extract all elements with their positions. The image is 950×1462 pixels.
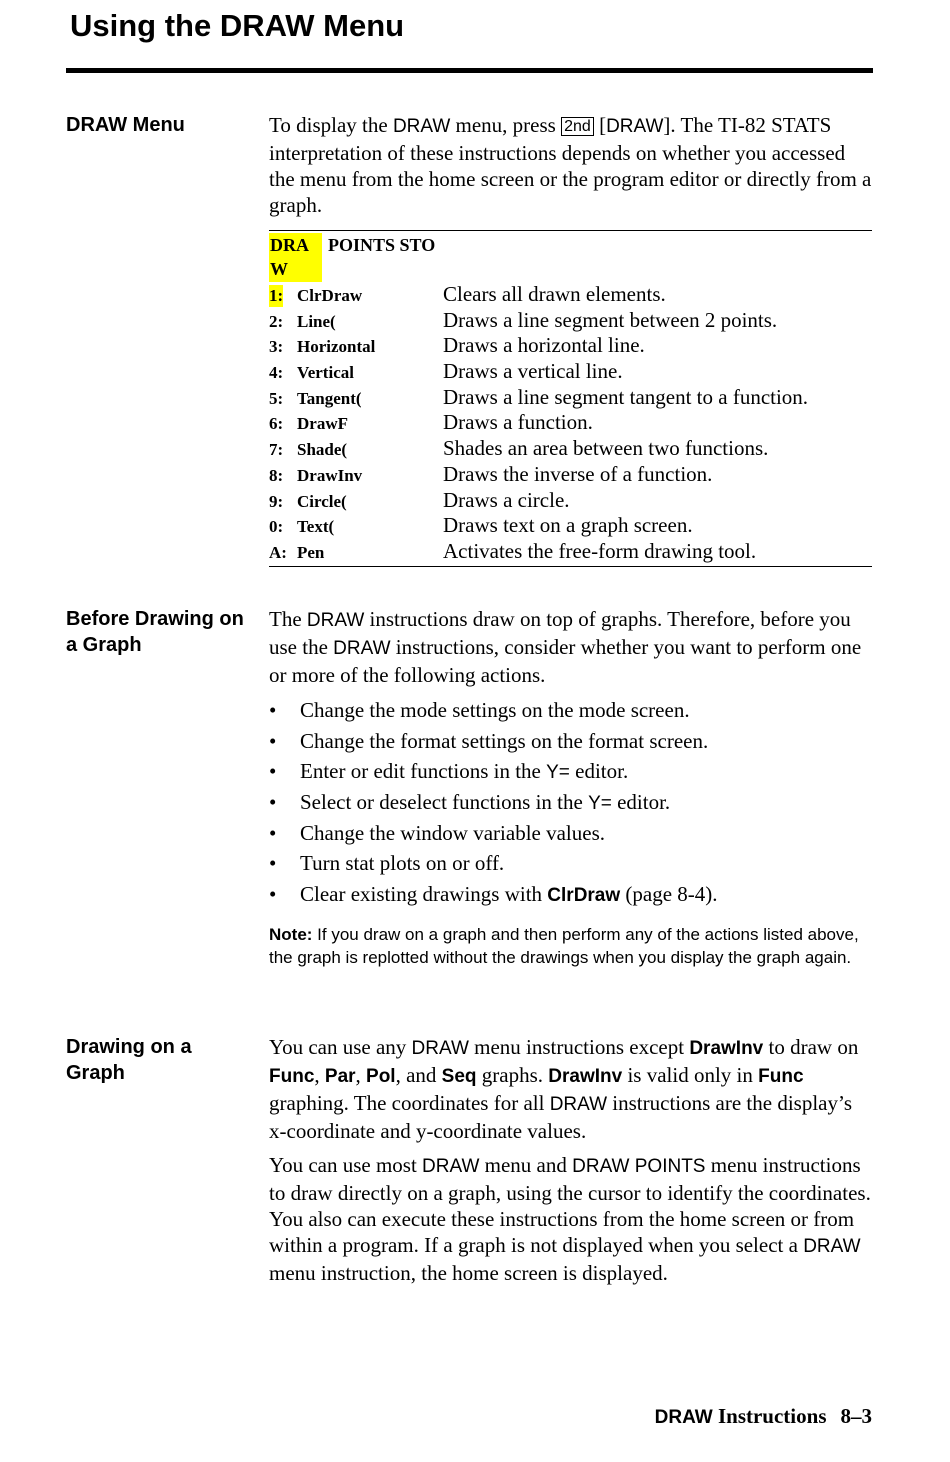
menu-row [269, 411, 872, 437]
bullet-icon: • [269, 851, 277, 876]
menu-item-key: 8: [269, 465, 284, 485]
bullet-icon: • [269, 790, 277, 815]
bullet-icon: • [269, 759, 277, 784]
menu-item-description: Draws the inverse of a function. [443, 461, 713, 486]
note-label: Note: [269, 925, 313, 944]
menu-item-name: Text( [297, 517, 335, 537]
list-item: • Change the window variable values. [269, 820, 605, 845]
menu-tab-points-sto: POINTS STO [328, 235, 436, 255]
section-heading-before-drawing: Before Drawing on a Graph [66, 608, 244, 656]
menu-item-name: DrawInv [297, 465, 363, 485]
menu-item-name: Tangent( [297, 388, 362, 408]
menu-item-name: Line( [297, 311, 336, 331]
menu-item-description: Draws a line segment tangent to a function. [443, 384, 809, 409]
list-item: • Clear existing drawings with ClrDraw (page 8-4). [269, 882, 718, 907]
footer-section-rest: Instructions [712, 1404, 827, 1428]
menu-item-key: 3: [269, 337, 284, 357]
section-heading-drawing-on-graph: Drawing on a Graph [66, 1036, 192, 1084]
menu-item-description: Clears all drawn elements. [443, 282, 666, 306]
bullet-icon: • [269, 820, 277, 845]
note: Note: If you draw on a graph and then perform any of the actions listed above, the graph is replotted without the drawings when you display the graph again. [269, 925, 859, 967]
menu-item-key: 4: [269, 363, 284, 383]
list-item: • Select or deselect functions in the Y= editor. [269, 790, 671, 815]
bullet-icon: • [269, 728, 277, 753]
menu-header [269, 231, 872, 283]
menu-item-description: Draws a function. [443, 410, 593, 435]
menu-item-name: Shade( [297, 440, 348, 460]
menu-item-key: 7: [269, 440, 284, 460]
bullet-icon: • [269, 882, 277, 907]
menu-item-description: Activates the free-form drawing tool. [443, 538, 757, 563]
section-heading-draw-menu: DRAW Menu [66, 114, 185, 136]
menu-row [269, 360, 872, 386]
menu-item-key: 2: [269, 311, 284, 331]
footer-section: DRAW [654, 1407, 713, 1428]
menu-item-key: 0: [269, 517, 284, 537]
bullet-icon: • [269, 698, 277, 722]
list-item: • Change the format settings on the format screen. [269, 728, 709, 753]
drawing-on-graph-para-1: You can use any DRAW menu instructions except DrawInv to draw on Func, Par, Pol, and Seq graphs. DrawInv is valid only in Func graphing. The coordinates for all DRAW instructions are the display’s x-coordinate and y-coordinate values. [269, 1035, 859, 1143]
page-footer [655, 1404, 872, 1429]
menu-row [269, 489, 872, 515]
menu-item-key: 6: [269, 414, 284, 434]
list-item: • Enter or edit functions in the Y= editor. [269, 759, 629, 784]
menu-row [269, 309, 872, 335]
menu-tab-draw: DRAW [269, 233, 322, 282]
menu-item-key: 9: [269, 491, 284, 511]
menu-row [269, 514, 872, 540]
menu-item-description: Draws a horizontal line. [443, 333, 645, 358]
menu-row [269, 437, 872, 463]
2nd-key: 2nd [561, 117, 594, 136]
footer-page-number: 8–3 [840, 1404, 872, 1428]
menu-row [269, 386, 872, 412]
title-rule [66, 68, 873, 73]
menu-item-description: Shades an area between two functions. [443, 436, 769, 461]
page-title: Using the DRAW Menu [70, 8, 405, 43]
menu-item-description: Draws a vertical line. [443, 359, 623, 384]
menu-item-description: Draws a circle. [443, 487, 570, 512]
menu-item-key: 5: [269, 388, 284, 408]
actions-list [269, 697, 874, 912]
menu-item-name: Pen [297, 542, 325, 562]
menu-item-name: Circle( [297, 491, 347, 511]
menu-row [269, 540, 872, 566]
menu-row [269, 283, 872, 309]
list-item: • Change the mode settings on the mode screen. [269, 698, 690, 722]
menu-item-name: ClrDraw [297, 286, 363, 305]
menu-item-name: DrawF [297, 414, 348, 434]
menu-item-name: Horizontal [297, 337, 376, 357]
menu-item-key: 1: [269, 286, 284, 305]
menu-row [269, 463, 872, 489]
menu-row [269, 334, 872, 360]
menu-item-description: Draws a line segment between 2 points. [443, 307, 778, 332]
list-item: • Turn stat plots on or off. [269, 851, 505, 876]
draw-menu-table [269, 230, 872, 567]
menu-item-name: Vertical [297, 363, 354, 383]
before-drawing-intro: The DRAW instructions draw on top of graphs. Therefore, before you use the DRAW instructions, consider whether you want to perform one or more of the following actions. [269, 607, 862, 687]
drawing-on-graph-para-2: You can use most DRAW menu and DRAW POINTS menu instructions to draw directly on a graph, using the cursor to identify the coordinates. You also can execute these instructions from the home screen or from within a program. If a graph is not displayed when you select a DRAW menu instruction, the home screen is displayed. [269, 1153, 871, 1285]
menu-item-key: A: [269, 542, 287, 562]
draw-menu-intro: To display the DRAW menu, press 2nd [DRAW]. The TI-82 STATS interpretation of these instructions depends on whether you accessed the menu from the home screen or the program editor or directly from a graph. [269, 113, 872, 217]
menu-item-description: Draws text on a graph screen. [443, 513, 693, 538]
